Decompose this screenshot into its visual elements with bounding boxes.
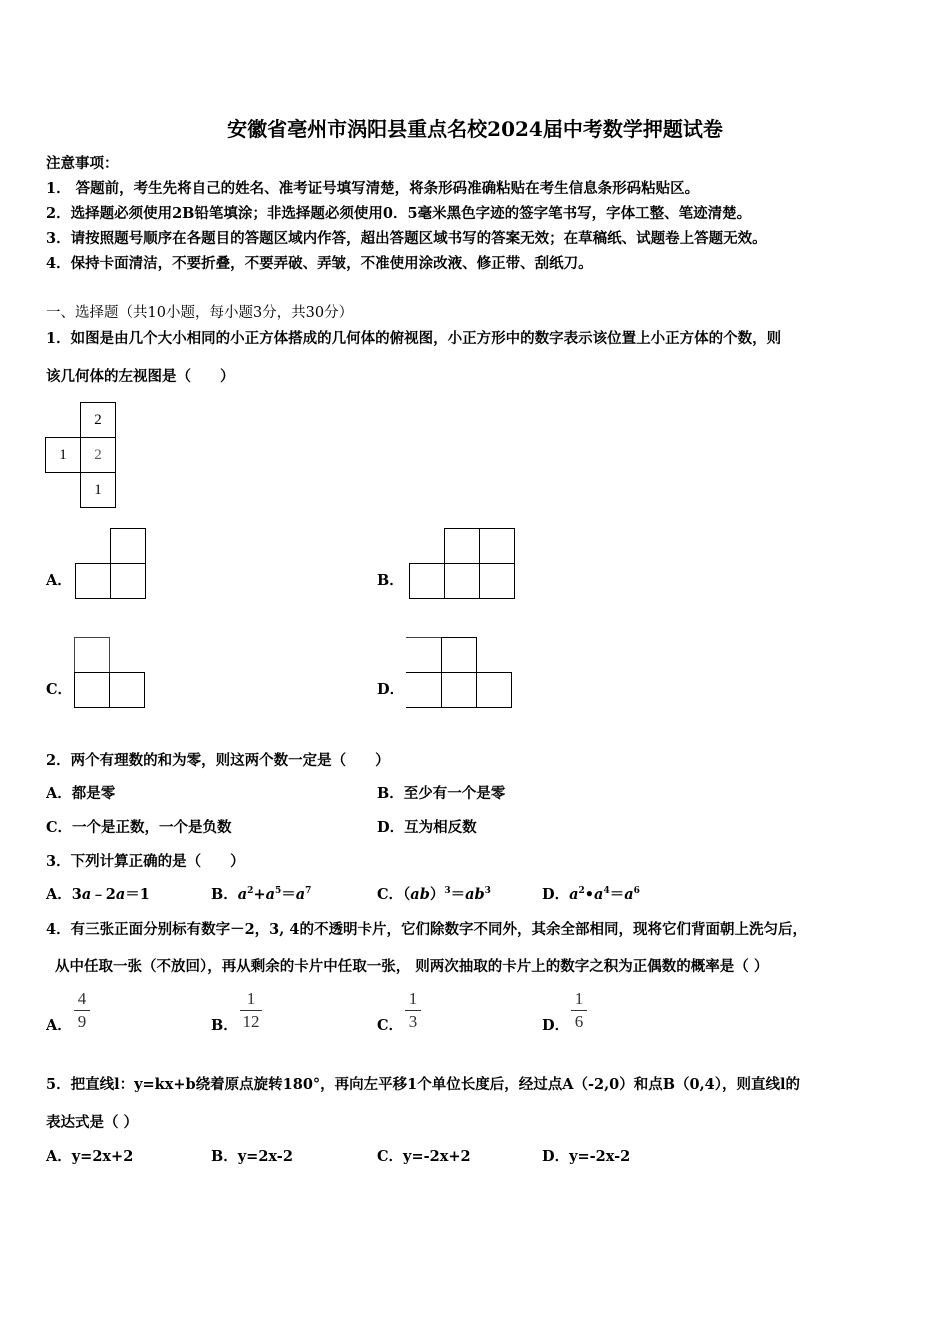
q4-option-d-fraction[interactable] — [571, 989, 587, 1032]
numerator: 1 — [574, 989, 584, 1008]
fraction-bar — [405, 1010, 421, 1011]
notice-item-3: 3．请按照题号顺序在各题目的答题区域内作答，超出答题区域书写的答案无效；在草稿纸、试题卷上答题无效。 — [46, 230, 767, 247]
figure-square — [110, 563, 146, 599]
notice-item-2: 2．选择题必须使用2B铅笔填涂；非选择题必须使用0．5毫米黑色字迹的签字笔书写，字体工整、笔迹清楚。 — [46, 205, 752, 222]
option-text: ＝ — [450, 886, 466, 903]
variable: ab — [410, 886, 430, 903]
q4-option-c-fraction[interactable] — [405, 989, 421, 1032]
figure-square — [479, 528, 515, 564]
q2-option-d[interactable]: D．互为相反数 — [377, 819, 477, 836]
figure-square — [409, 563, 445, 599]
fraction-bar — [240, 1010, 262, 1011]
variable: a — [265, 886, 275, 903]
q4-option-b-label[interactable]: B． — [211, 1017, 238, 1034]
option-text: 3 — [71, 886, 82, 903]
option-label: A． — [46, 886, 72, 903]
exponent: 5 — [275, 886, 282, 896]
section-heading: 一、选择题（共10小题，每小题3分，共30分） — [46, 305, 354, 321]
q1-option-b-label[interactable]: B． — [377, 572, 404, 589]
q1-stem-line1: 1．如图是由几个大小相同的小正方体搭成的几何体的俯视图，小正方形中的数字表示该位置上小正方体的个数，则 — [46, 330, 782, 347]
q1-stem-line2: 该几何体的左视图是（ ） — [46, 368, 235, 385]
figure-square — [109, 672, 145, 708]
variable: a — [295, 886, 306, 903]
q5-option-b[interactable]: B．y=2x-2 — [211, 1148, 293, 1165]
variable: a — [594, 886, 604, 903]
figure-square — [74, 672, 110, 708]
q4-option-b-fraction[interactable] — [240, 989, 262, 1032]
option-label: C． — [377, 886, 404, 903]
q1-option-a-label[interactable]: A． — [46, 572, 72, 589]
exponent: 7 — [305, 886, 312, 896]
denominator: 3 — [408, 1012, 418, 1031]
option-label: B． — [211, 886, 238, 903]
exponent: 6 — [633, 886, 640, 896]
option-text: • — [584, 886, 595, 903]
page-title: 安徽省亳州市涡阳县重点名校2024届中考数学押题试卷 — [227, 117, 723, 141]
option-text: ＝ — [609, 886, 625, 903]
q3-option-a[interactable] — [46, 883, 150, 904]
notice-heading: 注意事项： — [46, 155, 119, 172]
q3-stem: 3．下列计算正确的是（ ） — [46, 853, 245, 870]
q1-option-c-label[interactable]: C． — [46, 681, 73, 698]
q4-stem-line1: 4．有三张正面分别标有数字－2，3, 4的不透明卡片，它们除数字不同外，其余全部相同，现将它们背面朝上洗匀后， — [46, 921, 807, 938]
option-text: + — [253, 886, 266, 903]
variable: a — [624, 886, 634, 903]
notice-item-1: 1． 答题前，考生先将自己的姓名、准考证号填写清楚，将条形码准确粘贴在考生信息条形码粘贴区。 — [46, 180, 700, 197]
grid-cell-mid-right: 2 — [80, 437, 116, 473]
figure-square — [441, 672, 477, 708]
grid-cell-top: 2 — [80, 402, 116, 438]
q1-option-d-label[interactable]: D． — [377, 681, 405, 698]
q5-stem-line2: 表达式是（ ） — [46, 1114, 139, 1131]
figure-square — [110, 528, 146, 564]
denominator: 9 — [77, 1012, 87, 1031]
fraction-bar — [571, 1010, 587, 1011]
q3-option-c[interactable] — [377, 883, 491, 904]
exponent: 4 — [603, 886, 610, 896]
figure-square — [406, 637, 442, 673]
variable: a — [569, 886, 579, 903]
q2-option-a[interactable]: A．都是零 — [46, 785, 116, 802]
figure-square — [479, 563, 515, 599]
option-text: ＝1 — [125, 886, 150, 903]
variable: a — [81, 886, 92, 903]
notice-item-4: 4．保持卡面清洁，不要折叠，不要弄破、弄皱，不准使用涂改液、修正带、刮纸刀。 — [46, 255, 593, 272]
q4-option-c-label[interactable]: C． — [377, 1017, 404, 1034]
grid-cell-bottom: 1 — [80, 472, 116, 508]
q5-option-c[interactable]: C．y=-2x+2 — [377, 1148, 471, 1165]
exponent: 2 — [578, 886, 585, 896]
option-text: ＝ — [281, 886, 296, 903]
figure-square — [476, 672, 512, 708]
q4-option-a-fraction[interactable] — [74, 989, 90, 1032]
q4-stem-line2: 从中任取一张（不放回），再从剩余的卡片中任取一张， 则两次抽取的卡片上的数字之积为正偶数的概率是（ ） — [55, 958, 769, 975]
q2-option-b[interactable]: B．至少有一个是零 — [377, 785, 506, 802]
q5-option-d[interactable]: D．y=-2x-2 — [542, 1148, 631, 1165]
q2-option-c[interactable]: C．一个是正数，一个是负数 — [46, 819, 232, 836]
denominator: 6 — [574, 1012, 584, 1031]
numerator: 1 — [408, 989, 418, 1008]
numerator: 4 — [77, 989, 87, 1008]
q3-option-d[interactable] — [542, 883, 640, 904]
q4-option-d-label[interactable]: D． — [542, 1017, 570, 1034]
q3-option-b[interactable] — [211, 883, 311, 904]
numerator: 1 — [246, 989, 256, 1008]
denominator: 12 — [242, 1012, 260, 1031]
q2-stem: 2．两个有理数的和为零，则这两个数一定是（ ） — [46, 752, 390, 769]
fraction-bar — [74, 1010, 90, 1011]
option-label: D． — [542, 886, 570, 903]
variable: ab — [465, 886, 485, 903]
variable: a — [115, 886, 126, 903]
exponent: 3 — [484, 886, 491, 896]
option-text: ﹣2 — [91, 886, 116, 903]
grid-cell-mid-left: 1 — [45, 437, 81, 473]
exponent: 3 — [444, 886, 451, 896]
figure-square — [444, 528, 480, 564]
figure-square — [444, 563, 480, 599]
q4-option-a-label[interactable]: A． — [46, 1017, 72, 1034]
exponent: 2 — [247, 886, 254, 896]
variable: a — [237, 886, 248, 903]
option-text: （ — [403, 886, 411, 903]
q5-stem-line1: 5．把直线l：y=kx+b绕着原点旋转180°，再向左平移1个单位长度后，经过点A（-2,0）和点B（0,4），则直线l的 — [46, 1076, 800, 1093]
figure-square — [441, 637, 477, 673]
q5-option-a[interactable]: A．y=2x+2 — [46, 1148, 134, 1165]
figure-square — [75, 563, 111, 599]
figure-square — [74, 637, 110, 673]
option-text: ） — [429, 886, 445, 903]
figure-square — [406, 672, 442, 708]
